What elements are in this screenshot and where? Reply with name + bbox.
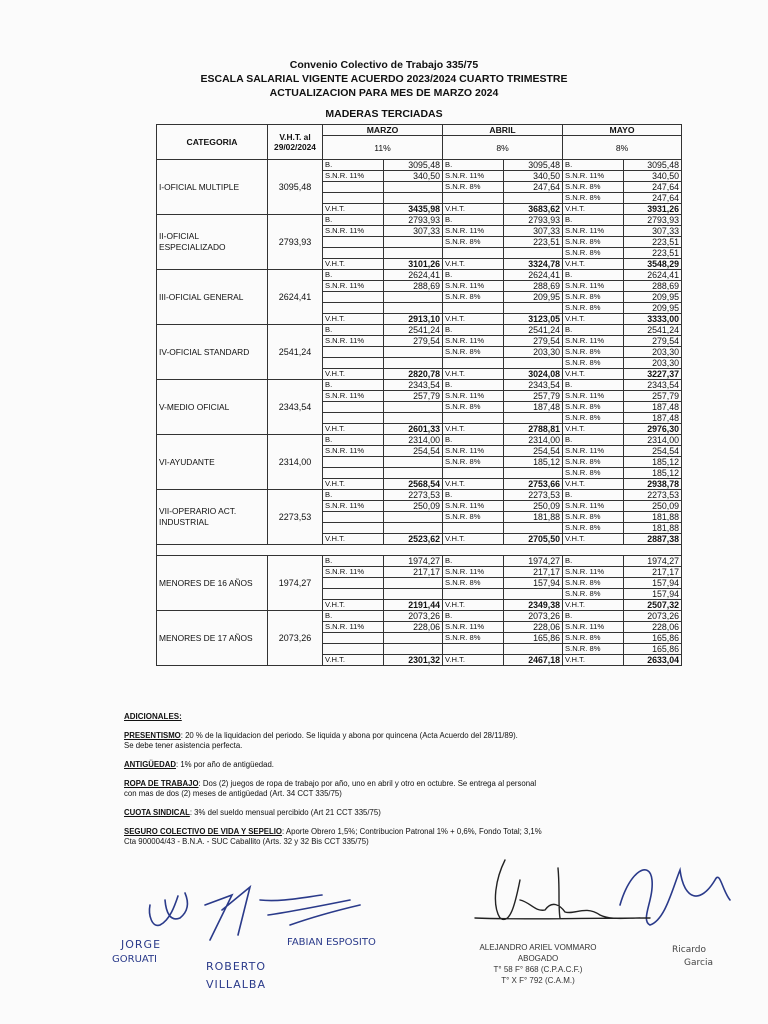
col-header-pct: 8% <box>563 136 682 160</box>
total-value-cell: 2507,32 <box>624 600 682 611</box>
signature-stroke <box>620 870 730 925</box>
concept-label-cell: S.N.R. 8% <box>563 633 624 644</box>
concept-label-cell: V.H.T. <box>323 534 384 545</box>
concept-label-cell: S.N.R. 8% <box>443 402 504 413</box>
concept-label-cell: S.N.R. 8% <box>443 292 504 303</box>
lawyer-signature-stroke <box>475 860 650 919</box>
concept-label-cell: V.H.T. <box>323 424 384 435</box>
concept-label-cell: V.H.T. <box>563 534 624 545</box>
note-text: : 3% del sueldo mensual percibido (Art 21 CCT 335/75) <box>189 808 381 817</box>
col-header-pct: 8% <box>443 136 563 160</box>
value-cell: 2624,41 <box>504 270 563 281</box>
category-cell: III-OFICIAL GENERAL <box>157 270 268 325</box>
note-key: ROPA DE TRABAJO <box>124 779 199 788</box>
value-cell: 254,54 <box>384 446 443 457</box>
value-cell: 2073,26 <box>624 611 682 622</box>
concept-label-cell: B. <box>323 490 384 501</box>
total-value-cell: 3435,98 <box>384 204 443 215</box>
value-cell: 157,94 <box>624 578 682 589</box>
concept-label-cell: V.H.T. <box>323 655 384 666</box>
concept-label-cell: V.H.T. <box>323 259 384 270</box>
concept-label-cell: S.N.R. 11% <box>323 391 384 402</box>
concept-label-cell: V.H.T. <box>443 479 504 490</box>
concept-label-cell: B. <box>563 160 624 171</box>
concept-label-cell: S.N.R. 11% <box>563 171 624 182</box>
concept-label-cell: V.H.T. <box>323 369 384 380</box>
signer-name-goruti: GORUATI <box>112 954 158 965</box>
value-cell: 185,12 <box>504 457 563 468</box>
value-cell: 165,86 <box>624 633 682 644</box>
total-value-cell: 3683,62 <box>504 204 563 215</box>
note-key: SEGURO COLECTIVO DE VIDA Y SEPELIO <box>124 827 282 836</box>
concept-label-cell: S.N.R. 11% <box>323 226 384 237</box>
value-cell: 2541,24 <box>504 325 563 336</box>
total-value-cell: 2349,38 <box>504 600 563 611</box>
concept-label-cell: V.H.T. <box>563 204 624 215</box>
concept-label-cell: S.N.R. 8% <box>563 644 624 655</box>
signer-name-ricardo: Ricardo <box>672 945 706 955</box>
value-cell: 181,88 <box>504 512 563 523</box>
value-cell: 2314,00 <box>384 435 443 446</box>
concept-label-cell: S.N.R. 11% <box>443 446 504 457</box>
value-cell: 2314,00 <box>504 435 563 446</box>
concept-label-cell: S.N.R. 11% <box>443 622 504 633</box>
concept-label-cell: V.H.T. <box>443 655 504 666</box>
category-cell: MENORES DE 17 AÑOS <box>157 611 268 666</box>
concept-label-cell: V.H.T. <box>563 259 624 270</box>
value-cell: 307,33 <box>384 226 443 237</box>
doc-update-line: ACTUALIZACION PARA MES DE MARZO 2024 <box>269 87 499 99</box>
concept-label-cell: V.H.T. <box>443 314 504 325</box>
value-cell: 340,50 <box>384 171 443 182</box>
value-cell: 2624,41 <box>624 270 682 281</box>
concept-label-cell: V.H.T. <box>563 655 624 666</box>
base-vht-cell: 2624,41 <box>268 270 323 325</box>
base-vht-cell: 2793,93 <box>268 215 323 270</box>
concept-label-cell: V.H.T. <box>443 534 504 545</box>
concept-label-cell: V.H.T. <box>323 204 384 215</box>
value-cell: 157,94 <box>624 589 682 600</box>
concept-label-cell: S.N.R. 11% <box>443 391 504 402</box>
lawyer-registration: T° 58 F° 868 (C.P.A.C.F.) <box>493 965 583 974</box>
concept-label-cell: S.N.R. 11% <box>323 446 384 457</box>
concept-label-cell: S.N.R. 11% <box>563 226 624 237</box>
total-value-cell: 3101,26 <box>384 259 443 270</box>
value-cell: 2343,54 <box>384 380 443 391</box>
total-value-cell: 2938,78 <box>624 479 682 490</box>
col-header-month: MAYO <box>563 125 682 136</box>
value-cell: 187,48 <box>624 402 682 413</box>
concept-label-cell: S.N.R. 11% <box>563 501 624 512</box>
total-value-cell: 2705,50 <box>504 534 563 545</box>
value-cell: 209,95 <box>624 292 682 303</box>
total-value-cell: 2976,30 <box>624 424 682 435</box>
category-cell: II-OFICIAL ESPECIALIZADO <box>157 215 268 270</box>
concept-label-cell: S.N.R. 8% <box>563 402 624 413</box>
value-cell: 203,30 <box>504 347 563 358</box>
value-cell: 223,51 <box>504 237 563 248</box>
concept-label-cell: B. <box>563 325 624 336</box>
signer-name-roberto: ROBERTO <box>206 960 267 973</box>
value-cell: 2793,93 <box>504 215 563 226</box>
total-value-cell: 3024,08 <box>504 369 563 380</box>
total-value-cell: 2887,38 <box>624 534 682 545</box>
base-vht-cell: 2541,24 <box>268 325 323 380</box>
note-text: : 20 % de la liquidacion del periodo. Se liquida y abona por quincena (Acta Acuerdo del 28/11/89). <box>180 731 518 740</box>
concept-label-cell: S.N.R. 11% <box>443 171 504 182</box>
value-cell: 187,48 <box>624 413 682 424</box>
value-cell: 307,33 <box>624 226 682 237</box>
note-text: : 1% por año de antigüedad. <box>175 760 274 769</box>
total-value-cell: 3227,37 <box>624 369 682 380</box>
total-value-cell: 2467,18 <box>504 655 563 666</box>
lawyer-title: ABOGADO <box>517 954 559 963</box>
value-cell: 223,51 <box>624 248 682 259</box>
value-cell: 228,06 <box>384 622 443 633</box>
value-cell: 2314,00 <box>624 435 682 446</box>
concept-label-cell: B. <box>563 380 624 391</box>
concept-label-cell: B. <box>443 556 504 567</box>
value-cell: 288,69 <box>624 281 682 292</box>
concept-label-cell: V.H.T. <box>563 369 624 380</box>
value-cell: 340,50 <box>504 171 563 182</box>
base-vht-cell: 2343,54 <box>268 380 323 435</box>
lawyer-name: ALEJANDRO ARIEL VOMMARO <box>479 943 597 952</box>
signer-name-villalba: VILLALBA <box>206 978 267 991</box>
concept-label-cell: B. <box>323 380 384 391</box>
value-cell: 157,94 <box>504 578 563 589</box>
concept-label-cell: S.N.R. 11% <box>443 501 504 512</box>
concept-label-cell: S.N.R. 11% <box>443 226 504 237</box>
value-cell: 2793,93 <box>384 215 443 226</box>
concept-label-cell: S.N.R. 8% <box>443 457 504 468</box>
value-cell: 165,86 <box>504 633 563 644</box>
signer-name-garcia: Garcia <box>684 958 713 968</box>
total-value-cell: 2568,54 <box>384 479 443 490</box>
value-cell: 279,54 <box>624 336 682 347</box>
value-cell: 2073,26 <box>504 611 563 622</box>
col-header-month: ABRIL <box>443 125 563 136</box>
concept-label-cell: B. <box>443 435 504 446</box>
value-cell: 257,79 <box>504 391 563 402</box>
value-cell: 181,88 <box>624 523 682 534</box>
value-cell: 217,17 <box>624 567 682 578</box>
value-cell: 2541,24 <box>384 325 443 336</box>
concept-label-cell: B. <box>563 611 624 622</box>
total-value-cell: 2913,10 <box>384 314 443 325</box>
concept-label-cell: V.H.T. <box>563 314 624 325</box>
concept-label-cell: B. <box>563 435 624 446</box>
concept-label-cell: V.H.T. <box>443 424 504 435</box>
concept-label-cell: V.H.T. <box>443 600 504 611</box>
value-cell: 2273,53 <box>624 490 682 501</box>
base-vht-cell: 3095,48 <box>268 160 323 215</box>
concept-label-cell: S.N.R. 11% <box>323 281 384 292</box>
concept-label-cell: B. <box>323 270 384 281</box>
concept-label-cell: B. <box>443 325 504 336</box>
concept-label-cell: B. <box>323 556 384 567</box>
concept-label-cell: S.N.R. 8% <box>563 468 624 479</box>
note-text: con mas de dos (2) meses de antigüedad (Art. 34 CCT 335/75) <box>124 789 342 798</box>
concept-label-cell: S.N.R. 8% <box>563 303 624 314</box>
concept-label-cell: S.N.R. 11% <box>443 567 504 578</box>
concept-label-cell: V.H.T. <box>563 479 624 490</box>
concept-label-cell: B. <box>323 611 384 622</box>
category-cell: IV-OFICIAL STANDARD <box>157 325 268 380</box>
concept-label-cell: B. <box>443 160 504 171</box>
concept-label-cell: S.N.R. 8% <box>563 358 624 369</box>
concept-label-cell: S.N.R. 8% <box>563 578 624 589</box>
concept-label-cell: V.H.T. <box>323 314 384 325</box>
base-vht-cell: 2273,53 <box>268 490 323 545</box>
total-value-cell: 3324,78 <box>504 259 563 270</box>
concept-label-cell: S.N.R. 8% <box>563 413 624 424</box>
category-cell: VI-AYUDANTE <box>157 435 268 490</box>
concept-label-cell: B. <box>443 380 504 391</box>
concept-label-cell: S.N.R. 8% <box>563 248 624 259</box>
value-cell: 1974,27 <box>384 556 443 567</box>
signature-stroke <box>205 887 360 940</box>
value-cell: 257,79 <box>624 391 682 402</box>
value-cell: 203,30 <box>624 347 682 358</box>
concept-label-cell: B. <box>323 215 384 226</box>
value-cell: 217,17 <box>384 567 443 578</box>
value-cell: 247,64 <box>504 182 563 193</box>
concept-label-cell: S.N.R. 8% <box>443 347 504 358</box>
category-cell: MENORES DE 16 AÑOS <box>157 556 268 611</box>
concept-label-cell: S.N.R. 8% <box>443 633 504 644</box>
total-value-cell: 2191,44 <box>384 600 443 611</box>
total-value-cell: 2523,62 <box>384 534 443 545</box>
concept-label-cell: S.N.R. 8% <box>443 578 504 589</box>
value-cell: 3095,48 <box>384 160 443 171</box>
value-cell: 340,50 <box>624 171 682 182</box>
value-cell: 2273,53 <box>384 490 443 501</box>
concept-label-cell: S.N.R. 11% <box>443 336 504 347</box>
concept-label-cell: S.N.R. 11% <box>323 622 384 633</box>
total-value-cell: 2601,33 <box>384 424 443 435</box>
total-value-cell: 2633,04 <box>624 655 682 666</box>
value-cell: 228,06 <box>624 622 682 633</box>
value-cell: 187,48 <box>504 402 563 413</box>
concept-label-cell: S.N.R. 8% <box>563 193 624 204</box>
value-cell: 223,51 <box>624 237 682 248</box>
value-cell: 217,17 <box>504 567 563 578</box>
concept-label-cell: B. <box>563 215 624 226</box>
value-cell: 3095,48 <box>624 160 682 171</box>
concept-label-cell: S.N.R. 11% <box>563 281 624 292</box>
value-cell: 2343,54 <box>504 380 563 391</box>
note-text: : Dos (2) juegos de ropa de trabajo por año, uno en abril y otro en octubre. Se entrega al personal <box>198 779 537 788</box>
concept-label-cell: V.H.T. <box>563 600 624 611</box>
value-cell: 2541,24 <box>624 325 682 336</box>
col-header-pct: 11% <box>323 136 443 160</box>
concept-label-cell: S.N.R. 8% <box>563 347 624 358</box>
concept-label-cell: V.H.T. <box>563 424 624 435</box>
concept-label-cell: V.H.T. <box>443 369 504 380</box>
note-text: Cta 900004/43 - B.N.A. - SUC Caballito (Arts. 32 y 32 Bis CCT 335/75) <box>124 837 369 846</box>
total-value-cell: 3931,26 <box>624 204 682 215</box>
concept-label-cell: B. <box>563 270 624 281</box>
concept-label-cell: S.N.R. 11% <box>323 501 384 512</box>
concept-label-cell: B. <box>323 160 384 171</box>
value-cell: 250,09 <box>504 501 563 512</box>
concept-label-cell: S.N.R. 8% <box>563 182 624 193</box>
concept-label-cell: S.N.R. 11% <box>563 622 624 633</box>
concept-label-cell: S.N.R. 11% <box>443 281 504 292</box>
value-cell: 288,69 <box>384 281 443 292</box>
concept-label-cell: B. <box>443 490 504 501</box>
value-cell: 288,69 <box>504 281 563 292</box>
value-cell: 228,06 <box>504 622 563 633</box>
total-value-cell: 3548,29 <box>624 259 682 270</box>
value-cell: 1974,27 <box>624 556 682 567</box>
concept-label-cell: S.N.R. 11% <box>563 567 624 578</box>
value-cell: 2273,53 <box>504 490 563 501</box>
concept-label-cell: B. <box>563 490 624 501</box>
concept-label-cell: S.N.R. 8% <box>443 512 504 523</box>
concept-label-cell: S.N.R. 11% <box>563 446 624 457</box>
category-cell: VII-OPERARIO ACT. INDUSTRIAL <box>157 490 268 545</box>
signer-name-jorge: JORGE <box>121 938 162 951</box>
concept-label-cell: S.N.R. 8% <box>443 237 504 248</box>
doc-title: Convenio Colectivo de Trabajo 335/75 <box>289 59 479 71</box>
concept-label-cell: S.N.R. 8% <box>563 589 624 600</box>
concept-label-cell: S.N.R. 11% <box>563 391 624 402</box>
concept-label-cell: S.N.R. 8% <box>563 523 624 534</box>
category-cell: V-MEDIO OFICIAL <box>157 380 268 435</box>
concept-label-cell: B. <box>323 325 384 336</box>
category-cell: I-OFICIAL MULTIPLE <box>157 160 268 215</box>
concept-label-cell: B. <box>443 215 504 226</box>
concept-label-cell: S.N.R. 11% <box>323 171 384 182</box>
doc-subtitle: ESCALA SALARIAL VIGENTE ACUERDO 2023/2024 CUARTO TRIMESTRE <box>200 73 568 85</box>
value-cell: 2343,54 <box>624 380 682 391</box>
concept-label-cell: S.N.R. 11% <box>563 336 624 347</box>
concept-label-cell: B. <box>323 435 384 446</box>
value-cell: 247,64 <box>624 182 682 193</box>
concept-label-cell: V.H.T. <box>323 479 384 490</box>
concept-label-cell: S.N.R. 8% <box>563 292 624 303</box>
value-cell: 203,30 <box>624 358 682 369</box>
total-value-cell: 2753,66 <box>504 479 563 490</box>
value-cell: 165,86 <box>624 644 682 655</box>
note-key: CUOTA SINDICAL <box>124 808 190 817</box>
concept-label-cell: S.N.R. 8% <box>563 512 624 523</box>
value-cell: 2624,41 <box>384 270 443 281</box>
doc-branch: MADERAS TERCIADAS <box>325 108 443 120</box>
value-cell: 185,12 <box>624 468 682 479</box>
value-cell: 209,95 <box>504 292 563 303</box>
value-cell: 2793,93 <box>624 215 682 226</box>
col-header-month: MARZO <box>323 125 443 136</box>
total-value-cell: 2788,81 <box>504 424 563 435</box>
value-cell: 181,88 <box>624 512 682 523</box>
note-key: ANTIGÜEDAD <box>124 760 176 769</box>
total-value-cell: 2301,32 <box>384 655 443 666</box>
concept-label-cell: V.H.T. <box>323 600 384 611</box>
lawyer-registration: T° X F° 792 (C.A.M.) <box>501 976 575 985</box>
concept-label-cell: S.N.R. 11% <box>323 567 384 578</box>
col-header-vht-text: V.H.T. al 29/02/2024 <box>274 132 316 152</box>
base-vht-cell: 1974,27 <box>268 556 323 611</box>
concept-label-cell: B. <box>563 556 624 567</box>
base-vht-cell: 2073,26 <box>268 611 323 666</box>
additionals-title: ADICIONALES: <box>124 712 182 721</box>
concept-label-cell: S.N.R. 8% <box>443 182 504 193</box>
total-value-cell: 3333,00 <box>624 314 682 325</box>
value-cell: 254,54 <box>624 446 682 457</box>
note-key: PRESENTISMO <box>124 731 181 740</box>
note-text: Se debe tener asistencia perfecta. <box>124 741 243 750</box>
concept-label-cell: V.H.T. <box>443 204 504 215</box>
signature-stroke <box>149 893 187 925</box>
value-cell: 254,54 <box>504 446 563 457</box>
col-header-categoria: CATEGORIA <box>157 125 268 160</box>
value-cell: 1974,27 <box>504 556 563 567</box>
value-cell: 185,12 <box>624 457 682 468</box>
value-cell: 250,09 <box>624 501 682 512</box>
value-cell: 3095,48 <box>504 160 563 171</box>
total-value-cell: 2820,78 <box>384 369 443 380</box>
concept-label-cell: B. <box>443 270 504 281</box>
concept-label-cell: S.N.R. 8% <box>563 457 624 468</box>
value-cell: 307,33 <box>504 226 563 237</box>
signer-name-fabian: FABIAN ESPOSITO <box>287 937 376 948</box>
value-cell: 2073,26 <box>384 611 443 622</box>
value-cell: 279,54 <box>384 336 443 347</box>
concept-label-cell: S.N.R. 8% <box>563 237 624 248</box>
value-cell: 209,95 <box>624 303 682 314</box>
base-vht-cell: 2314,00 <box>268 435 323 490</box>
value-cell: 257,79 <box>384 391 443 402</box>
concept-label-cell: V.H.T. <box>443 259 504 270</box>
lawyer-stamp <box>452 942 624 986</box>
value-cell: 247,64 <box>624 193 682 204</box>
value-cell: 279,54 <box>504 336 563 347</box>
concept-label-cell: S.N.R. 11% <box>323 336 384 347</box>
concept-label-cell: B. <box>443 611 504 622</box>
total-value-cell: 3123,05 <box>504 314 563 325</box>
note-text: : Aporte Obrero 1,5%; Contribucion Patronal 1% + 0,6%, Fondo Total; 3,1% <box>282 827 542 836</box>
value-cell: 250,09 <box>384 501 443 512</box>
